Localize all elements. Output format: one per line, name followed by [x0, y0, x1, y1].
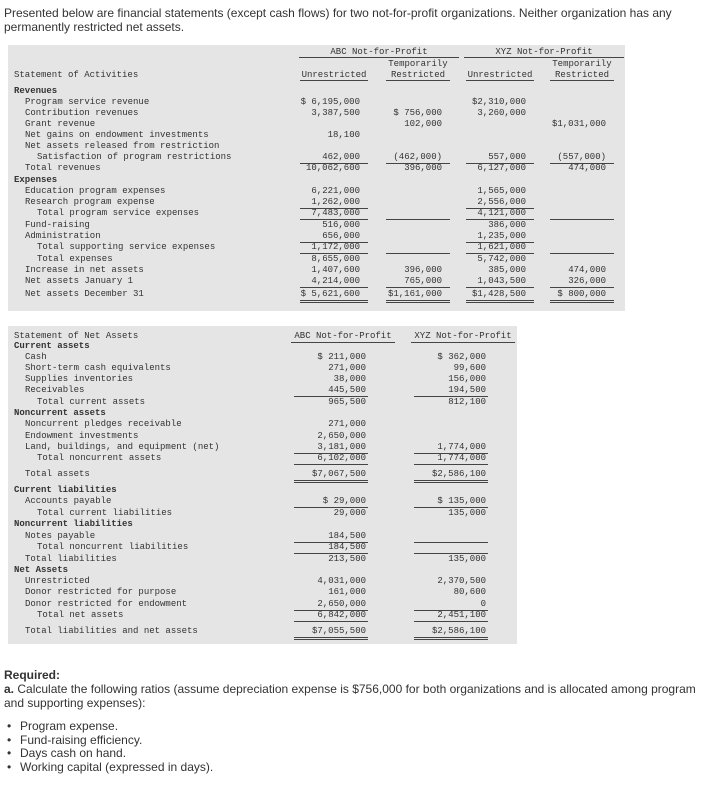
net-assets-row-label: Land, buildings, and equipment (net)	[25, 442, 220, 452]
double-underline	[414, 637, 488, 640]
underline	[294, 621, 368, 622]
ratio-list	[4, 720, 704, 774]
statement-of-net-assets	[8, 326, 517, 644]
activity-amount: $1,161,000	[387, 289, 442, 299]
net-assets-title: Statement of Net Assets	[14, 331, 139, 341]
net-assets-row-label: Net Assets	[14, 565, 69, 575]
activity-amount: 765,000	[404, 276, 442, 286]
double-underline	[466, 300, 534, 303]
activity-row-label: Total supporting service expenses	[37, 242, 216, 252]
net-assets-row-label: Donor restricted for endowment	[25, 599, 188, 609]
activity-amount: 516,000	[322, 220, 360, 230]
net-assets-row-label: Notes payable	[25, 531, 96, 541]
activity-amount: 4,214,000	[311, 276, 360, 286]
net-assets-amount: 213,500	[328, 554, 366, 564]
abc-column-header: ABC Not-for-Profit	[294, 331, 392, 341]
activity-amount: $ 6,195,000	[300, 97, 360, 107]
double-underline	[414, 480, 488, 483]
activity-amount: 7,483,000	[311, 208, 360, 218]
required-heading: Required:	[4, 668, 61, 682]
activity-amount: 396,000	[404, 163, 442, 173]
activity-row-label: Expenses	[14, 175, 58, 185]
ratio-item: • Days cash on hand.	[20, 747, 704, 761]
net-assets-amount: $ 135,000	[437, 496, 486, 506]
xyz-temp-header-1: Temporarily	[552, 59, 612, 69]
net-assets-row-label: Short-term cash equivalents	[25, 363, 171, 373]
activity-amount: (557,000)	[557, 152, 606, 162]
net-assets-row-label: Total current liabilities	[37, 508, 173, 518]
activity-amount: 396,000	[404, 265, 442, 275]
net-assets-row-label: Cash	[25, 352, 47, 362]
activity-amount: 6,221,000	[311, 186, 360, 196]
net-assets-row-label: Unrestricted	[25, 576, 90, 586]
net-assets-amount: 99,600	[453, 363, 486, 373]
net-assets-amount: 4,031,000	[317, 576, 366, 586]
activity-amount: 462,000	[322, 152, 360, 162]
net-assets-amount: 6,102,000	[317, 453, 366, 463]
net-assets-row-label: Total current assets	[37, 397, 146, 407]
activity-amount: 1,565,000	[477, 186, 526, 196]
xyz-heading: XYZ Not-for-Profit	[495, 47, 593, 57]
activity-row-label: Net gains on endowment investments	[25, 130, 209, 140]
net-assets-amount: $2,586,100	[431, 469, 486, 479]
net-assets-amount: 1,774,000	[437, 453, 486, 463]
part-a-text: Calculate the following ratios (assume depreciation expense is $756,000 for both organizations and is allocated among program and supporting expenses):	[4, 682, 696, 710]
activity-amount: $1,428,500	[471, 289, 526, 299]
net-assets-amount: 0	[480, 599, 486, 609]
activity-amount: 102,000	[404, 119, 442, 129]
underline	[550, 219, 614, 220]
activity-row-label: Net assets released from restriction	[25, 141, 220, 151]
activity-amount: 5,742,000	[477, 254, 526, 264]
net-assets-row-label: Donor restricted for purpose	[25, 587, 177, 597]
activity-amount: 1,043,500	[477, 276, 526, 286]
net-assets-amount: 2,370,500	[437, 576, 486, 586]
activity-amount: 1,235,000	[477, 231, 526, 241]
underline	[386, 287, 450, 288]
activity-row-label: Program service revenue	[25, 97, 150, 107]
net-assets-amount: 812,100	[448, 397, 486, 407]
net-assets-row-label: Endowment investments	[25, 431, 139, 441]
net-assets-amount: 2,451,100	[437, 610, 486, 620]
activity-amount: 557,000	[488, 152, 526, 162]
activity-amount: $2,310,000	[471, 97, 526, 107]
net-assets-amount: $7,055,500	[311, 626, 366, 636]
activity-row-label: Net assets December 31	[25, 289, 144, 299]
net-assets-amount: 3,181,000	[317, 442, 366, 452]
net-assets-row-label: Noncurrent pledges receivable	[25, 419, 182, 429]
activity-amount: 1,172,000	[311, 242, 360, 252]
activity-amount: 4,121,000	[477, 208, 526, 218]
double-underline	[294, 480, 368, 483]
activity-amount: 385,000	[488, 265, 526, 275]
net-assets-amount: $7,067,500	[311, 469, 366, 479]
net-assets-amount: $ 29,000	[322, 496, 366, 506]
underline	[386, 219, 450, 220]
activity-amount: 3,387,500	[311, 108, 360, 118]
net-assets-amount: $ 211,000	[317, 352, 366, 362]
net-assets-amount: 1,774,000	[437, 442, 486, 452]
part-a-instruction	[4, 682, 704, 710]
activity-row-label: Grant revenue	[25, 119, 96, 129]
activity-row-label: Satisfaction of program restrictions	[37, 152, 232, 162]
xyz-unrestricted-header: Unrestricted	[467, 70, 533, 80]
net-assets-row-label: Total noncurrent liabilities	[37, 542, 189, 552]
net-assets-amount: $2,586,100	[431, 626, 486, 636]
activity-row-label: Total revenues	[25, 163, 101, 173]
net-assets-row-label: Total liabilities	[25, 554, 117, 564]
activity-amount: 474,000	[568, 265, 606, 275]
activity-amount: $1,031,000	[551, 119, 606, 129]
activity-amount: 474,000	[568, 163, 606, 173]
activities-title: Statement of Activities	[14, 70, 139, 80]
abc-unrestricted-header: Unrestricted	[301, 70, 367, 80]
double-underline	[300, 300, 368, 303]
intro-text: Presented below are financial statements (except cash flows) for two not-for-profit organizations. Neither organization has any permanently restricted net assets.	[4, 6, 672, 34]
ratio-item: • Fund-raising efficiency.	[20, 734, 704, 748]
net-assets-row-label: Noncurrent liabilities	[14, 519, 133, 529]
net-assets-amount: $ 362,000	[437, 352, 486, 362]
net-assets-amount: 271,000	[328, 363, 366, 373]
activity-row-label: Revenues	[14, 86, 58, 96]
activity-amount: 1,407,600	[311, 265, 360, 275]
activity-row-label: Research program expense	[25, 197, 155, 207]
net-assets-amount: 184,500	[328, 542, 366, 552]
underline	[550, 253, 614, 254]
underline	[550, 287, 614, 288]
underline	[294, 464, 368, 465]
activity-row-label: Administration	[25, 231, 101, 241]
net-assets-row-label: Total liabilities and net assets	[25, 626, 198, 636]
net-assets-row-label: Accounts payable	[25, 496, 112, 506]
net-assets-row-label: Total assets	[25, 469, 90, 479]
activity-row-label: Increase in net assets	[25, 265, 144, 275]
net-assets-amount: 194,500	[448, 385, 486, 395]
net-assets-row-label: Supplies inventories	[25, 374, 134, 384]
net-assets-row-label: Current assets	[14, 341, 90, 351]
xyz-column-header: XYZ Not-for-Profit	[414, 331, 512, 341]
ratio-item: • Working capital (expressed in days).	[20, 761, 704, 775]
required-section	[4, 668, 704, 774]
net-assets-row-label: Total net assets	[37, 610, 124, 620]
activity-amount: 386,000	[488, 220, 526, 230]
net-assets-amount: 271,000	[328, 419, 366, 429]
activity-amount: (462,000)	[393, 152, 442, 162]
net-assets-amount: 6,842,000	[317, 610, 366, 620]
double-underline	[550, 300, 614, 303]
activity-amount: 1,262,000	[311, 197, 360, 207]
statement-of-activities	[8, 45, 625, 311]
net-assets-amount: 445,500	[328, 385, 366, 395]
activity-row-label: Fund-raising	[25, 220, 90, 230]
underline	[466, 287, 534, 288]
activity-amount: $ 5,621,600	[300, 289, 360, 299]
net-assets-amount: 965,500	[328, 397, 366, 407]
underline	[300, 287, 368, 288]
abc-temp-header-2: Restricted	[390, 70, 445, 80]
activity-amount: 326,000	[568, 276, 606, 286]
net-assets-amount: 29,000	[333, 508, 366, 518]
activity-amount: 8,655,000	[311, 254, 360, 264]
part-a-label: a.	[4, 682, 15, 696]
net-assets-amount: 135,000	[448, 508, 486, 518]
net-assets-amount: 2,650,000	[317, 599, 366, 609]
underline	[414, 621, 488, 622]
net-assets-row-label: Current liabilities	[14, 485, 117, 495]
net-assets-amount: 135,000	[448, 554, 486, 564]
net-assets-amount: 161,000	[328, 587, 366, 597]
activity-amount: 3,260,000	[477, 108, 526, 118]
net-assets-amount: 80,600	[453, 587, 486, 597]
net-assets-row-label: Total noncurrent assets	[37, 453, 162, 463]
xyz-temp-header-2: Restricted	[554, 70, 609, 80]
activity-amount: 10,062,600	[305, 163, 360, 173]
activity-amount: 656,000	[322, 231, 360, 241]
activity-row-label: Total program service expenses	[37, 208, 200, 218]
activity-amount: 18,100	[327, 130, 360, 140]
activity-amount: $ 800,000	[557, 289, 606, 299]
activity-amount: 1,621,000	[477, 242, 526, 252]
abc-heading: ABC Not-for-Profit	[330, 47, 428, 57]
net-assets-row-label: Receivables	[25, 385, 85, 395]
activity-row-label: Total expenses	[37, 254, 113, 264]
net-assets-amount: 184,500	[328, 531, 366, 541]
underline	[414, 464, 488, 465]
underline	[386, 253, 450, 254]
abc-temp-header-1: Temporarily	[388, 59, 448, 69]
activity-amount: 2,556,000	[477, 197, 526, 207]
activity-row-label: Education program expenses	[25, 186, 166, 196]
double-underline	[294, 637, 368, 640]
net-assets-amount: 2,650,000	[317, 431, 366, 441]
net-assets-amount: 156,000	[448, 374, 486, 384]
net-assets-row-label: Noncurrent assets	[14, 408, 106, 418]
activity-row-label: Contribution revenues	[25, 108, 139, 118]
activity-amount: $ 756,000	[393, 108, 442, 118]
double-underline	[386, 300, 450, 303]
net-assets-amount: 38,000	[333, 374, 366, 384]
activity-amount: 6,127,000	[477, 163, 526, 173]
underline	[414, 542, 488, 543]
ratio-item: • Program expense.	[20, 720, 704, 734]
activity-row-label: Net assets January 1	[25, 276, 134, 286]
